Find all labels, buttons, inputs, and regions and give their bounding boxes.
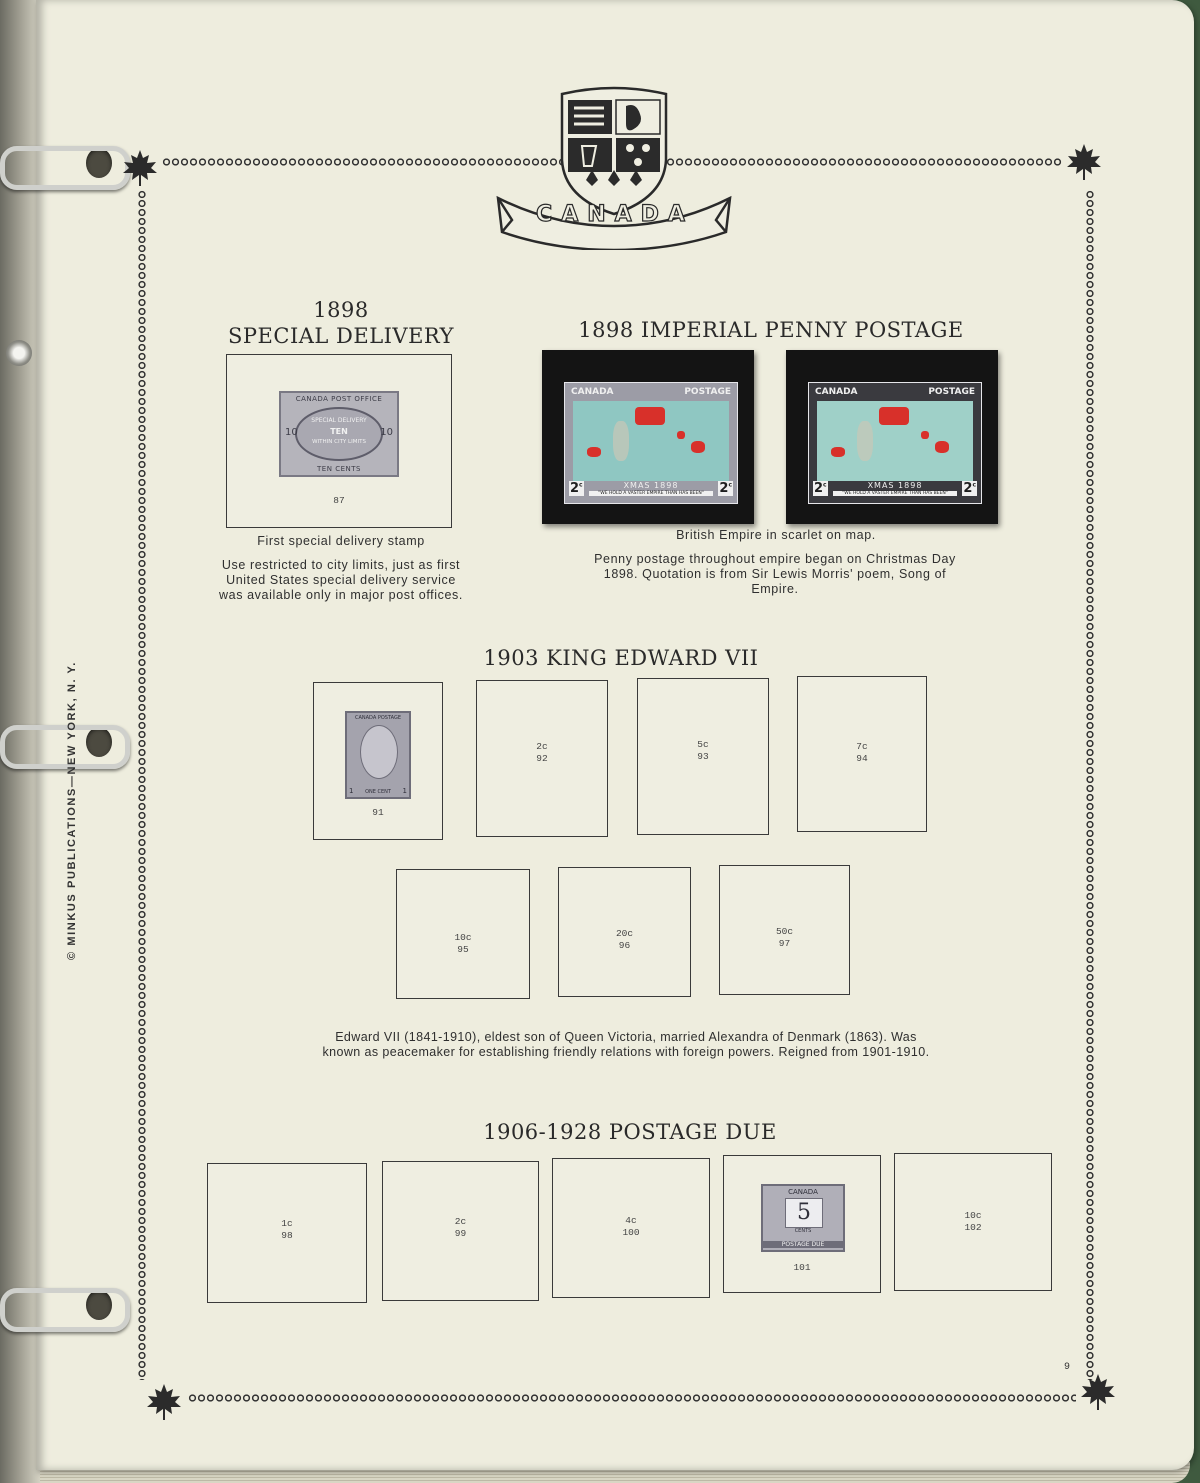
country-banner: CANADA	[536, 202, 694, 227]
stamp-inscription: CANADA	[571, 387, 614, 397]
stamp-slot-50c[interactable]	[719, 865, 850, 995]
stamp-inscription: SPECIAL DELIVERY	[311, 417, 367, 424]
slot-value: 4c	[625, 1215, 637, 1226]
empire-territory	[691, 441, 705, 453]
special-delivery-year: 1898	[313, 298, 369, 322]
slot-value: 10c	[964, 1210, 982, 1221]
slot-value: 2c	[536, 741, 548, 752]
stamp-inscription: CENTS	[794, 1228, 812, 1234]
binder-ring-middle	[0, 725, 130, 769]
maple-leaf-icon	[1078, 1372, 1118, 1412]
slot-number: 92	[536, 753, 548, 764]
stamp-inscription: CANADA POSTAGE	[354, 715, 401, 721]
slot-number: 93	[697, 751, 709, 762]
imperial-stamp-mount-right[interactable]	[786, 350, 998, 524]
stamp-value-left: 2$^c$	[814, 481, 827, 496]
stamp-slot-due-2c[interactable]	[382, 1161, 539, 1301]
imperial-stamp-mount-left[interactable]	[542, 350, 754, 524]
special-delivery-stamp	[279, 391, 399, 477]
maple-leaf-icon	[120, 148, 160, 188]
stamp-slot-due-10c[interactable]	[894, 1153, 1052, 1291]
stamp-motto: "WE HOLD A VASTER EMPIRE THAN HAS BEEN"	[833, 491, 957, 496]
maple-leaf-icon	[1064, 142, 1104, 182]
note-line: Use restricted to city limits, just as first	[221, 558, 461, 572]
empire-territory	[921, 431, 929, 439]
imperial-penny-stamp	[564, 382, 738, 504]
stamp-inscription: POSTAGE	[928, 387, 975, 397]
note-line: United States special delivery service	[226, 573, 456, 587]
king-edward-note	[286, 1030, 966, 1060]
slot-value: 50c	[775, 926, 794, 937]
stamp-slot-due-4c[interactable]	[552, 1158, 710, 1298]
stamp-slot-5c[interactable]	[637, 678, 769, 835]
slot-number: 96	[618, 940, 631, 951]
slot-number: 97	[778, 938, 791, 949]
stamp-value: 5	[785, 1198, 823, 1228]
stamp-inscription: POSTAGE DUE	[763, 1241, 843, 1248]
stamp-inscription: TEN	[330, 427, 348, 436]
slot-value: 7c	[856, 741, 868, 752]
catalog-number: 101	[793, 1262, 811, 1273]
note-line: Penny postage throughout empire began on Christmas Day	[594, 552, 956, 566]
king-edward-mount-1c[interactable]	[313, 682, 443, 840]
postage-due-mount-5c[interactable]	[723, 1155, 881, 1293]
world-map	[817, 401, 973, 481]
special-delivery-mount[interactable]	[226, 354, 452, 528]
empire-territory	[935, 441, 949, 453]
special-delivery-caption: First special delivery stamp	[257, 534, 425, 548]
stamp-value-right: 2$^c$	[963, 481, 976, 496]
king-edward-stamp	[345, 711, 411, 799]
catalog-number: 91	[372, 807, 384, 818]
stamp-inscription: ONE CENT	[365, 789, 391, 795]
empire-territory	[635, 407, 665, 425]
binder-ring-bottom	[0, 1288, 130, 1332]
stamp-inscription: XMAS 1898	[867, 481, 923, 490]
postage-due-stamp	[761, 1184, 845, 1252]
stamp-value-left: 1	[349, 787, 354, 795]
stamp-inscription: POSTAGE	[684, 387, 731, 397]
imperial-penny-stamp	[808, 382, 982, 504]
world-map	[573, 401, 729, 481]
slot-number: 102	[964, 1222, 982, 1233]
slot-value: 1c	[281, 1218, 293, 1229]
note-line: Empire.	[751, 582, 799, 596]
publisher-credit: © MINKUS PUBLICATIONS—NEW YORK, N. Y.	[66, 661, 78, 960]
imperial-penny-title: 1898 IMPERIAL PENNY POSTAGE	[578, 318, 964, 342]
stamp-value-right: 10	[380, 427, 393, 438]
slot-number: 100	[622, 1227, 640, 1238]
binder-ring-top	[0, 146, 130, 190]
imperial-penny-caption: British Empire in scarlet on map.	[676, 528, 876, 542]
stamp-slot-2c[interactable]	[476, 680, 608, 837]
slot-value: 20c	[615, 928, 634, 939]
border-left	[136, 190, 148, 1380]
stamp-value-right: 1	[402, 787, 407, 795]
stamp-value-left: 2$^c$	[570, 481, 583, 496]
slot-number: 95	[457, 944, 469, 955]
king-portrait-icon	[360, 725, 398, 779]
non-empire-landmass	[857, 421, 873, 461]
stamp-slot-due-1c[interactable]	[207, 1163, 367, 1303]
border-right	[1084, 190, 1096, 1380]
slot-number: 99	[454, 1228, 467, 1239]
catalog-number: 87	[333, 495, 345, 506]
page-number: 9	[1064, 1362, 1071, 1373]
slot-number: 94	[856, 753, 868, 764]
empire-territory	[879, 407, 909, 425]
imperial-penny-note	[560, 552, 990, 597]
stamp-motto: "WE HOLD A VASTER EMPIRE THAN HAS BEEN"	[589, 491, 713, 496]
maple-leaf-icon	[144, 1382, 184, 1422]
stamp-inscription: XMAS 1898	[623, 481, 679, 490]
binder-rivet	[6, 340, 32, 366]
stamp-value-left: 10	[285, 427, 298, 438]
special-delivery-title: SPECIAL DELIVERY	[228, 324, 454, 348]
empire-territory	[831, 447, 845, 457]
slot-value: 10c	[454, 932, 472, 943]
slot-value: 2c	[454, 1216, 467, 1227]
stamp-slot-20c[interactable]	[558, 867, 691, 997]
border-bottom	[188, 1392, 1076, 1404]
slot-value: 5c	[697, 739, 709, 750]
stamp-slot-7c[interactable]	[797, 676, 927, 832]
stamp-slot-10c[interactable]	[396, 869, 530, 999]
special-delivery-note	[186, 558, 496, 603]
stamp-inscription: CANADA	[815, 387, 858, 397]
slot-number: 98	[281, 1230, 293, 1241]
empire-territory	[677, 431, 685, 439]
note-line: known as peacemaker for establishing friendly relations with foreign powers. Reigned from 1901-1910.	[322, 1045, 930, 1059]
postage-due-title: 1906-1928 POSTAGE DUE	[483, 1120, 777, 1144]
note-line: 1898. Quotation is from Sir Lewis Morris' poem, Song of	[603, 567, 947, 581]
king-edward-title: 1903 KING EDWARD VII	[483, 646, 759, 670]
note-line: was available only in major post offices.	[219, 588, 463, 602]
stamp-inscription: WITHIN CITY LIMITS	[312, 439, 366, 445]
non-empire-landmass	[613, 421, 629, 461]
stamp-inscription: CANADA	[788, 1188, 818, 1196]
note-line: Edward VII (1841-1910), eldest son of Queen Victoria, married Alexandra of Denmark (1863). Was	[335, 1030, 917, 1044]
empire-territory	[587, 447, 601, 457]
stamp-value-right: 2$^c$	[719, 481, 732, 496]
stamp-inscription: TEN CENTS	[317, 465, 361, 473]
stamp-inscription: CANADA POST OFFICE	[295, 395, 383, 403]
